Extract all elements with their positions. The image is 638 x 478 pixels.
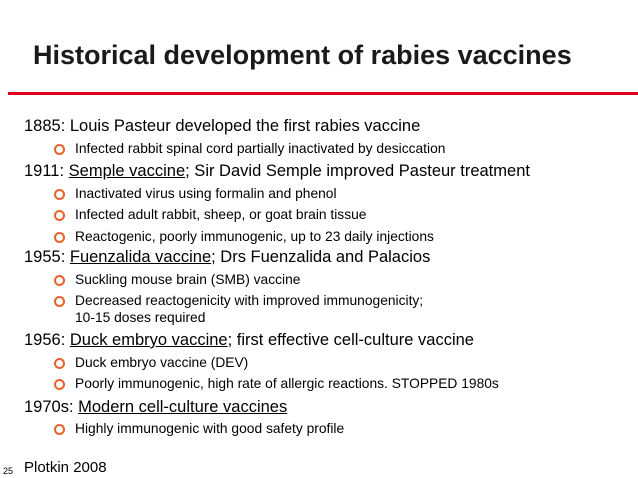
bullet-icon — [54, 232, 65, 243]
item-1885 — [24, 116, 420, 136]
item-text: 1885: Louis Pasteur developed the first rabies vaccine — [24, 117, 421, 135]
item-year: 1911: — [24, 162, 69, 180]
item-1970s — [24, 397, 287, 417]
bullet-icon — [54, 379, 65, 390]
sub-item-text: Infected rabbit spinal cord partially inactivated by desiccation — [75, 141, 446, 156]
sub-item-text: Highly immunogenic with good safety profile — [75, 421, 345, 436]
sub-item-text: Duck embryo vaccine (DEV) — [75, 355, 249, 370]
item-1911 — [24, 161, 530, 181]
sub-item-text: Suckling mouse brain (SMB) vaccine — [75, 272, 301, 287]
semple-vaccine-link[interactable]: Semple vaccine — [68, 162, 186, 180]
bullet-icon — [54, 275, 65, 286]
bullet-icon — [54, 189, 65, 200]
sub-item-text: 10-15 doses required — [75, 310, 206, 325]
item-text: ; Drs Fuenzalida and Palacios — [211, 248, 431, 266]
sub-item-text: Reactogenic, poorly immunogenic, up to 23 daily injections — [75, 229, 434, 244]
item-year: 1970s: — [24, 398, 79, 416]
sub-item-text: Infected adult rabbit, sheep, or goat brain tissue — [75, 207, 367, 222]
sub-item-text: Decreased reactogenicity with improved immunogenicity; — [75, 293, 424, 308]
item-text: ; Sir David Semple improved Pasteur treatment — [185, 162, 530, 180]
bullet-icon — [54, 424, 65, 435]
item-1955 — [24, 247, 430, 267]
bullet-icon — [54, 358, 65, 369]
item-text: ; first effective cell-culture vaccine — [227, 331, 474, 349]
citation: Plotkin 2008 — [24, 459, 107, 476]
sub-item-text: Poorly immunogenic, high rate of allergic reactions. STOPPED 1980s — [75, 376, 499, 391]
bullet-icon — [54, 210, 65, 221]
duck-embryo-vaccine-link[interactable]: Duck embryo vaccine — [69, 331, 228, 349]
sub-item-text: Inactivated virus using formalin and phenol — [75, 186, 337, 201]
slide-number: 25 — [3, 466, 14, 476]
item-1956 — [24, 330, 474, 350]
bullet-icon — [54, 296, 65, 307]
slide-title: Historical development of rabies vaccines — [33, 40, 572, 70]
item-year: 1956: — [24, 331, 70, 349]
bullet-icon — [54, 144, 65, 155]
fuenzalida-vaccine-link[interactable]: Fuenzalida vaccine — [69, 248, 212, 266]
modern-cell-culture-vaccines-link[interactable]: Modern cell-culture vaccines — [78, 398, 288, 416]
item-year: 1955: — [24, 248, 70, 266]
